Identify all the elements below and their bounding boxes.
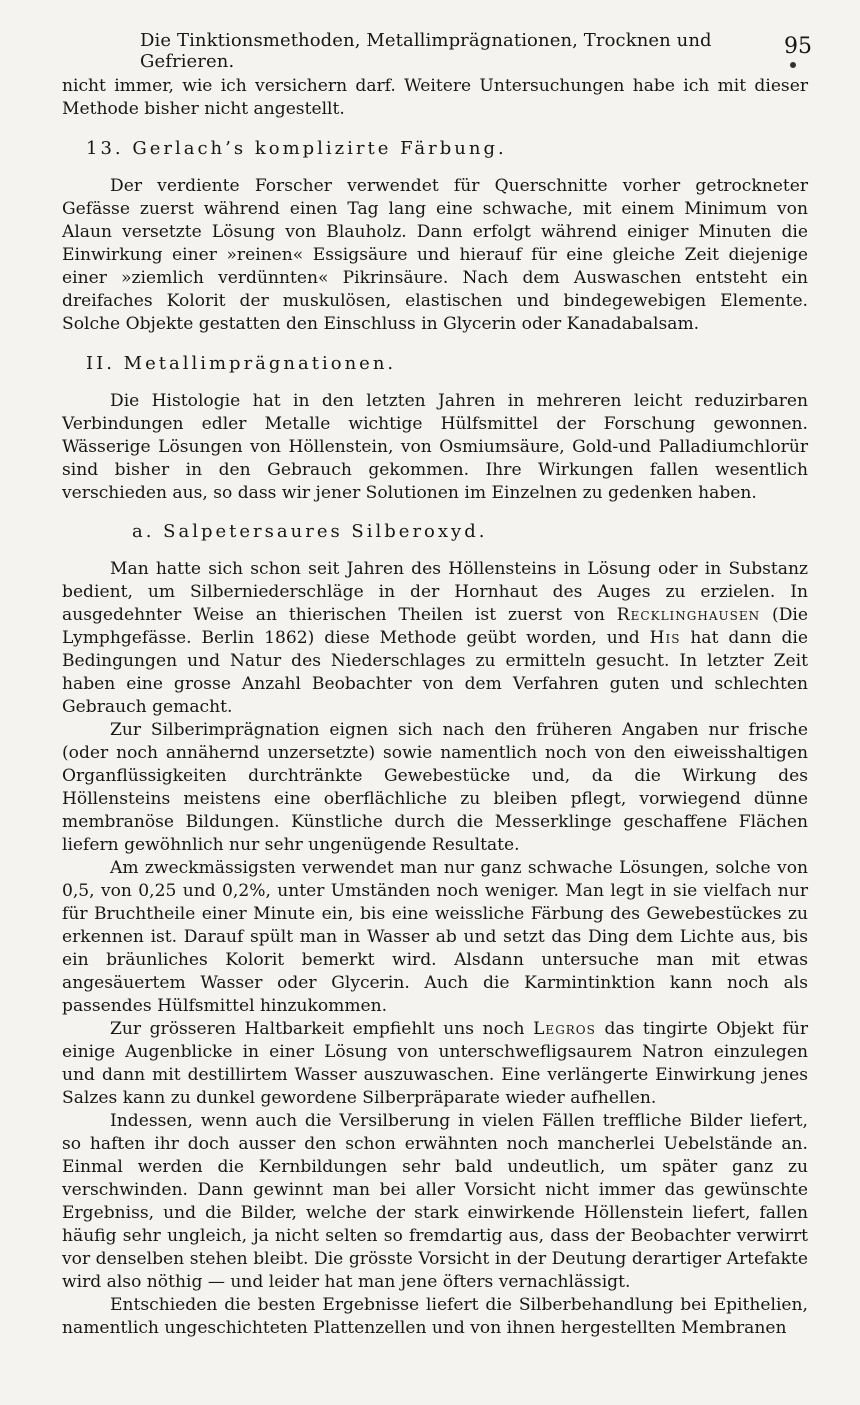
paragraph-haltbarkeit bbox=[62, 1018, 808, 1110]
paragraph-text: das tingirte Objekt für einige Augenblicke in einer Lösung von unterschwefligsaurem Natron einzulegen und dann mit destillirtem Wasser auszuwaschen. Eine verlängerte Einwirkung jenes Salzes kann zu dunkel gewordene Silberpräparate wieder aufhellen. bbox=[62, 1019, 809, 1108]
paragraph-text: (Die Lymphgefässe. Berlin 1862) diese Methode geübt worden, und bbox=[62, 605, 808, 648]
author-name: Legros bbox=[533, 1019, 596, 1039]
page-body bbox=[62, 75, 808, 1340]
paragraph-silberimpraegnation: Zur Silberimprägnation eignen sich nach den früheren Angaben nur frische (oder noch annähernd unzersetzte) sowie namentlich noch von den eiweisshaltigen Organflüssigkeiten durchtränkte Gewebestücke und, da die Wirkung des Höllensteins meistens eine oberflächliche zu bleiben pflegt, vorwiegend dünne membranöse Bildungen. Künstliche durch die Messerklinge geschaffene Flächen liefern gewöhnlich nur sehr ungenügende Resultate. bbox=[62, 720, 808, 855]
author-name: Recklinghausen bbox=[616, 605, 761, 625]
page-number: 95 bbox=[784, 34, 812, 59]
paragraph-epithelien: Entschieden die besten Ergebnisse liefert die Silberbehandlung bei Epithelien, namentlich ungeschichteten Plattenzellen und von ihnen hergestellten Membranen bbox=[62, 1295, 808, 1338]
ink-spot bbox=[790, 62, 796, 68]
author-name: His bbox=[649, 628, 681, 648]
paragraph-text: Zur grösseren Haltbarkeit empfiehlt uns noch bbox=[110, 1019, 525, 1039]
paragraph-text: Man hatte sich schon seit Jahren des Höllensteins in Lösung oder in Substanz bedient, um Silberniederschläge in der Hornhaut des Auges zu erzielen. In ausgedehnter Weise an thierischen Theilen ist zuerst von bbox=[62, 559, 808, 625]
paragraph-loesungen: Am zweckmässigsten verwendet man nur ganz schwache Lösungen, solche von 0,5, von 0,25 und 0,2%, unter Umständen noch weniger. Man legt in sie vielfach nur für Bruchtheile einer Minute ein, bis eine weissliche Färbung des Gewebestückes zu erkennen ist. Darauf spült man in Wasser ab und setzt das Ding dem Lichte aus, bis ein bräunliches Kolorit bemerkt wird. Alsdann untersuche man mit etwas angesäuertem Wasser oder Glycerin. Auch die Karmintinktion kann noch als passendes Hülfsmittel hinzukommen. bbox=[62, 858, 808, 1016]
paragraph-text: hat dann die Bedingungen und Natur des Niederschlages zu ermitteln gesucht. In letzter Zeit haben eine grosse Anzahl Beobachter von dem Verfahren guten und schlechten Gebrauch gemacht. bbox=[62, 628, 809, 717]
paragraph-histologie: Die Histologie hat in den letzten Jahren in mehreren leicht reduzirbaren Verbindungen edler Metalle wichtige Hülfsmittel der Forschung gewonnen. Wässerige Lösungen von Höllenstein, von Osmiumsäure, Gold-und Palladiumchlorür sind bisher in den Gebrauch gekommen. Ihre Wirkungen fallen wesentlich verschieden aus, so dass wir jener Solutionen im Einzelnen zu gedenken haben. bbox=[62, 391, 808, 503]
paragraph-versilberung: Indessen, wenn auch die Versilberung in vielen Fällen treffliche Bilder liefert, so haften ihr doch ausser den schon erwähnten noch mancherlei Uebelstände an. Einmal werden die Kernbildungen sehr bald undeutlich, um später ganz zu verschwinden. Dann gewinnt man bei aller Vorsicht nicht immer das gewünschte Ergebniss, und die Bilder, welche der stark einwirkende Höllenstein liefert, fallen häufig sehr ungleich, ja nicht selten so fremdartig aus, dass der Beobachter verwirrt vor denselben stehen bleibt. Die grösste Vorsicht in der Deutung derartiger Artefakte wird also nöthig — und leider hat man jene öfters vernachlässigt. bbox=[62, 1111, 808, 1292]
section-heading-13: 13. Gerlach’s komplizirte Färbung. bbox=[86, 138, 507, 159]
paragraph-continuation: nicht immer, wie ich versichern darf. Weitere Untersuchungen habe ich mit dieser Methode bisher nicht angestellt. bbox=[62, 76, 808, 119]
subsection-heading-silberoxyd: a. Salpetersaures Silberoxyd. bbox=[132, 521, 488, 542]
paragraph-hoellenstein bbox=[62, 558, 808, 719]
running-header: Die Tinktionsmethoden, Metallimprägnationen, Trocknen und Gefrieren. bbox=[140, 30, 712, 72]
section-heading-metallimpraegnationen: II. Metallimprägnationen. bbox=[86, 353, 397, 374]
paragraph-gerlach: Der verdiente Forscher verwendet für Querschnitte vorher getrockneter Gefässe zuerst während einen Tag lang eine schwache, mit einem Minimum von Alaun versetzte Lösung von Blauholz. Dann erfolgt während einiger Minuten die Einwirkung einer »reinen« Essigsäure und hierauf für eine gleiche Zeit diejenige einer »ziemlich verdünnten« Pikrinsäure. Nach dem Auswaschen entsteht ein dreifaches Kolorit der muskulösen, elastischen und bindegewebigen Elemente. Solche Objekte gestatten den Einschluss in Glycerin oder Kanadabalsam. bbox=[62, 176, 808, 334]
